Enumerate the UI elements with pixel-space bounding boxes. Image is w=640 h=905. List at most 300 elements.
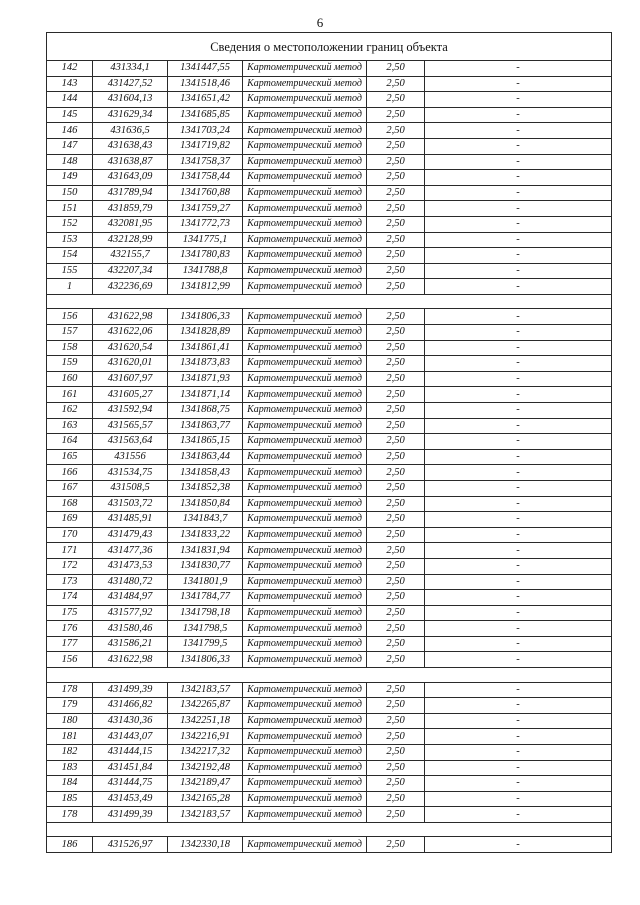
x-coordinate-cell: 431444,15 xyxy=(93,744,168,760)
y-coordinate-cell: 1341703,24 xyxy=(168,123,243,139)
accuracy-cell: 2,50 xyxy=(367,92,425,108)
method-cell: Картометрический метод xyxy=(243,682,367,698)
method-cell: Картометрический метод xyxy=(243,574,367,590)
group-separator-row xyxy=(47,822,612,837)
method-cell: Картометрический метод xyxy=(243,807,367,823)
accuracy-cell: 2,50 xyxy=(367,837,425,853)
method-cell: Картометрический метод xyxy=(243,154,367,170)
method-cell: Картометрический метод xyxy=(243,744,367,760)
point-number-cell: 153 xyxy=(47,232,93,248)
method-cell: Картометрический метод xyxy=(243,837,367,853)
table-row xyxy=(47,92,612,108)
method-cell: Картометрический метод xyxy=(243,371,367,387)
point-number-cell: 148 xyxy=(47,154,93,170)
x-coordinate-cell: 431499,39 xyxy=(93,682,168,698)
description-cell: - xyxy=(425,512,612,528)
y-coordinate-cell: 1342217,32 xyxy=(168,744,243,760)
y-coordinate-cell: 1341833,22 xyxy=(168,527,243,543)
y-coordinate-cell: 1341651,42 xyxy=(168,92,243,108)
y-coordinate-cell: 1341871,14 xyxy=(168,387,243,403)
accuracy-cell: 2,50 xyxy=(367,201,425,217)
x-coordinate-cell: 431477,36 xyxy=(93,543,168,559)
method-cell: Картометрический метод xyxy=(243,449,367,465)
description-cell: - xyxy=(425,744,612,760)
table-row xyxy=(47,279,612,295)
accuracy-cell: 2,50 xyxy=(367,713,425,729)
table-row xyxy=(47,480,612,496)
x-coordinate-cell: 431453,49 xyxy=(93,791,168,807)
point-number-cell: 170 xyxy=(47,527,93,543)
x-coordinate-cell: 431622,98 xyxy=(93,309,168,325)
method-cell: Картометрический метод xyxy=(243,76,367,92)
method-cell: Картометрический метод xyxy=(243,325,367,341)
point-number-cell: 168 xyxy=(47,496,93,512)
y-coordinate-cell: 1341843,7 xyxy=(168,512,243,528)
description-cell: - xyxy=(425,791,612,807)
accuracy-cell: 2,50 xyxy=(367,465,425,481)
y-coordinate-cell: 1342330,18 xyxy=(168,837,243,853)
table-row xyxy=(47,123,612,139)
method-cell: Картометрический метод xyxy=(243,138,367,154)
description-cell: - xyxy=(425,170,612,186)
accuracy-cell: 2,50 xyxy=(367,621,425,637)
accuracy-cell: 2,50 xyxy=(367,107,425,123)
x-coordinate-cell: 431629,34 xyxy=(93,107,168,123)
accuracy-cell: 2,50 xyxy=(367,76,425,92)
accuracy-cell: 2,50 xyxy=(367,760,425,776)
y-coordinate-cell: 1341518,46 xyxy=(168,76,243,92)
x-coordinate-cell: 431563,64 xyxy=(93,434,168,450)
point-number-cell: 154 xyxy=(47,248,93,264)
description-cell: - xyxy=(425,216,612,232)
method-cell: Картометрический метод xyxy=(243,356,367,372)
table-row xyxy=(47,76,612,92)
method-cell: Картометрический метод xyxy=(243,402,367,418)
description-cell: - xyxy=(425,325,612,341)
point-number-cell: 156 xyxy=(47,652,93,668)
y-coordinate-cell: 1341863,44 xyxy=(168,449,243,465)
y-coordinate-cell: 1341719,82 xyxy=(168,138,243,154)
method-cell: Картометрический метод xyxy=(243,512,367,528)
accuracy-cell: 2,50 xyxy=(367,138,425,154)
method-cell: Картометрический метод xyxy=(243,61,367,77)
point-number-cell: 159 xyxy=(47,356,93,372)
y-coordinate-cell: 1341852,38 xyxy=(168,480,243,496)
accuracy-cell: 2,50 xyxy=(367,61,425,77)
x-coordinate-cell: 431622,98 xyxy=(93,652,168,668)
y-coordinate-cell: 1341806,33 xyxy=(168,652,243,668)
accuracy-cell: 2,50 xyxy=(367,776,425,792)
accuracy-cell: 2,50 xyxy=(367,309,425,325)
table-row xyxy=(47,232,612,248)
accuracy-cell: 2,50 xyxy=(367,512,425,528)
x-coordinate-cell: 431638,87 xyxy=(93,154,168,170)
y-coordinate-cell: 1342189,47 xyxy=(168,776,243,792)
method-cell: Картометрический метод xyxy=(243,543,367,559)
method-cell: Картометрический метод xyxy=(243,309,367,325)
description-cell: - xyxy=(425,527,612,543)
y-coordinate-cell: 1341447,55 xyxy=(168,61,243,77)
x-coordinate-cell: 431503,72 xyxy=(93,496,168,512)
y-coordinate-cell: 1341788,8 xyxy=(168,263,243,279)
table-row xyxy=(47,248,612,264)
x-coordinate-cell: 431526,97 xyxy=(93,837,168,853)
description-cell: - xyxy=(425,465,612,481)
table-row xyxy=(47,729,612,745)
y-coordinate-cell: 1341784,77 xyxy=(168,590,243,606)
point-number-cell: 166 xyxy=(47,465,93,481)
description-cell: - xyxy=(425,418,612,434)
point-number-cell: 182 xyxy=(47,744,93,760)
description-cell: - xyxy=(425,543,612,559)
method-cell: Картометрический метод xyxy=(243,605,367,621)
method-cell: Картометрический метод xyxy=(243,465,367,481)
method-cell: Картометрический метод xyxy=(243,170,367,186)
x-coordinate-cell: 431485,91 xyxy=(93,512,168,528)
method-cell: Картометрический метод xyxy=(243,340,367,356)
point-number-cell: 180 xyxy=(47,713,93,729)
accuracy-cell: 2,50 xyxy=(367,574,425,590)
method-cell: Картометрический метод xyxy=(243,760,367,776)
x-coordinate-cell: 431451,84 xyxy=(93,760,168,776)
group-separator-cell xyxy=(47,294,612,309)
x-coordinate-cell: 431859,79 xyxy=(93,201,168,217)
point-number-cell: 142 xyxy=(47,61,93,77)
y-coordinate-cell: 1341772,73 xyxy=(168,216,243,232)
accuracy-cell: 2,50 xyxy=(367,279,425,295)
y-coordinate-cell: 1342251,18 xyxy=(168,713,243,729)
description-cell: - xyxy=(425,682,612,698)
accuracy-cell: 2,50 xyxy=(367,216,425,232)
accuracy-cell: 2,50 xyxy=(367,744,425,760)
x-coordinate-cell: 431577,92 xyxy=(93,605,168,621)
table-row xyxy=(47,527,612,543)
description-cell: - xyxy=(425,698,612,714)
accuracy-cell: 2,50 xyxy=(367,232,425,248)
table-row xyxy=(47,138,612,154)
description-cell: - xyxy=(425,636,612,652)
y-coordinate-cell: 1342183,57 xyxy=(168,682,243,698)
accuracy-cell: 2,50 xyxy=(367,371,425,387)
description-cell: - xyxy=(425,263,612,279)
table-row xyxy=(47,371,612,387)
y-coordinate-cell: 1341759,27 xyxy=(168,201,243,217)
x-coordinate-cell: 431473,53 xyxy=(93,558,168,574)
point-number-cell: 158 xyxy=(47,340,93,356)
accuracy-cell: 2,50 xyxy=(367,340,425,356)
description-cell: - xyxy=(425,729,612,745)
point-number-cell: 186 xyxy=(47,837,93,853)
point-number-cell: 175 xyxy=(47,605,93,621)
table-row xyxy=(47,791,612,807)
table-row xyxy=(47,263,612,279)
description-cell: - xyxy=(425,309,612,325)
method-cell: Картометрический метод xyxy=(243,713,367,729)
group-separator-row xyxy=(47,294,612,309)
table-row xyxy=(47,636,612,652)
x-coordinate-cell: 432236,69 xyxy=(93,279,168,295)
point-number-cell: 151 xyxy=(47,201,93,217)
table-row xyxy=(47,682,612,698)
y-coordinate-cell: 1341806,33 xyxy=(168,309,243,325)
y-coordinate-cell: 1341798,18 xyxy=(168,605,243,621)
table-row xyxy=(47,309,612,325)
table-row xyxy=(47,807,612,823)
x-coordinate-cell: 431430,36 xyxy=(93,713,168,729)
y-coordinate-cell: 1341812,99 xyxy=(168,279,243,295)
table-row xyxy=(47,465,612,481)
point-number-cell: 160 xyxy=(47,371,93,387)
point-number-cell: 152 xyxy=(47,216,93,232)
description-cell: - xyxy=(425,776,612,792)
method-cell: Картометрический метод xyxy=(243,216,367,232)
y-coordinate-cell: 1341780,83 xyxy=(168,248,243,264)
description-cell: - xyxy=(425,356,612,372)
description-cell: - xyxy=(425,590,612,606)
point-number-cell: 162 xyxy=(47,402,93,418)
table-row xyxy=(47,61,612,77)
method-cell: Картометрический метод xyxy=(243,279,367,295)
y-coordinate-cell: 1341858,43 xyxy=(168,465,243,481)
description-cell: - xyxy=(425,201,612,217)
x-coordinate-cell: 432155,7 xyxy=(93,248,168,264)
point-number-cell: 156 xyxy=(47,309,93,325)
description-cell: - xyxy=(425,92,612,108)
method-cell: Картометрический метод xyxy=(243,248,367,264)
description-cell: - xyxy=(425,76,612,92)
point-number-cell: 184 xyxy=(47,776,93,792)
accuracy-cell: 2,50 xyxy=(367,185,425,201)
description-cell: - xyxy=(425,713,612,729)
method-cell: Картометрический метод xyxy=(243,418,367,434)
group-separator-row xyxy=(47,668,612,683)
accuracy-cell: 2,50 xyxy=(367,263,425,279)
point-number-cell: 163 xyxy=(47,418,93,434)
y-coordinate-cell: 1341685,85 xyxy=(168,107,243,123)
accuracy-cell: 2,50 xyxy=(367,154,425,170)
description-cell: - xyxy=(425,574,612,590)
method-cell: Картометрический метод xyxy=(243,729,367,745)
y-coordinate-cell: 1341861,41 xyxy=(168,340,243,356)
table-row xyxy=(47,543,612,559)
table-row xyxy=(47,418,612,434)
x-coordinate-cell: 431638,43 xyxy=(93,138,168,154)
x-coordinate-cell: 431499,39 xyxy=(93,807,168,823)
method-cell: Картометрический метод xyxy=(243,185,367,201)
point-number-cell: 149 xyxy=(47,170,93,186)
description-cell: - xyxy=(425,185,612,201)
table-row xyxy=(47,216,612,232)
method-cell: Картометрический метод xyxy=(243,652,367,668)
x-coordinate-cell: 431605,27 xyxy=(93,387,168,403)
table-row xyxy=(47,776,612,792)
point-number-cell: 143 xyxy=(47,76,93,92)
y-coordinate-cell: 1341758,37 xyxy=(168,154,243,170)
method-cell: Картометрический метод xyxy=(243,621,367,637)
x-coordinate-cell: 431643,09 xyxy=(93,170,168,186)
x-coordinate-cell: 432128,99 xyxy=(93,232,168,248)
x-coordinate-cell: 431622,06 xyxy=(93,325,168,341)
method-cell: Картометрический метод xyxy=(243,434,367,450)
y-coordinate-cell: 1342165,28 xyxy=(168,791,243,807)
x-coordinate-cell: 431484,97 xyxy=(93,590,168,606)
table-row xyxy=(47,558,612,574)
y-coordinate-cell: 1341828,89 xyxy=(168,325,243,341)
table-row xyxy=(47,434,612,450)
accuracy-cell: 2,50 xyxy=(367,729,425,745)
accuracy-cell: 2,50 xyxy=(367,123,425,139)
description-cell: - xyxy=(425,138,612,154)
table-row xyxy=(47,201,612,217)
point-number-cell: 181 xyxy=(47,729,93,745)
method-cell: Картометрический метод xyxy=(243,232,367,248)
method-cell: Картометрический метод xyxy=(243,387,367,403)
x-coordinate-cell: 431480,72 xyxy=(93,574,168,590)
table-row xyxy=(47,185,612,201)
method-cell: Картометрический метод xyxy=(243,590,367,606)
x-coordinate-cell: 431604,13 xyxy=(93,92,168,108)
x-coordinate-cell: 431586,21 xyxy=(93,636,168,652)
y-coordinate-cell: 1341850,84 xyxy=(168,496,243,512)
y-coordinate-cell: 1341873,83 xyxy=(168,356,243,372)
x-coordinate-cell: 431556 xyxy=(93,449,168,465)
method-cell: Картометрический метод xyxy=(243,791,367,807)
y-coordinate-cell: 1341868,75 xyxy=(168,402,243,418)
y-coordinate-cell: 1341799,5 xyxy=(168,636,243,652)
accuracy-cell: 2,50 xyxy=(367,636,425,652)
x-coordinate-cell: 431620,54 xyxy=(93,340,168,356)
description-cell: - xyxy=(425,605,612,621)
point-number-cell: 144 xyxy=(47,92,93,108)
y-coordinate-cell: 1341801,9 xyxy=(168,574,243,590)
accuracy-cell: 2,50 xyxy=(367,449,425,465)
table-title-row xyxy=(47,33,612,61)
x-coordinate-cell: 431620,01 xyxy=(93,356,168,372)
table-row xyxy=(47,449,612,465)
description-cell: - xyxy=(425,61,612,77)
x-coordinate-cell: 431565,57 xyxy=(93,418,168,434)
y-coordinate-cell: 1342192,48 xyxy=(168,760,243,776)
method-cell: Картометрический метод xyxy=(243,558,367,574)
y-coordinate-cell: 1341798,5 xyxy=(168,621,243,637)
method-cell: Картометрический метод xyxy=(243,636,367,652)
description-cell: - xyxy=(425,480,612,496)
description-cell: - xyxy=(425,621,612,637)
description-cell: - xyxy=(425,837,612,853)
boundary-coordinates-table xyxy=(46,32,612,853)
point-number-cell: 179 xyxy=(47,698,93,714)
table-row xyxy=(47,402,612,418)
x-coordinate-cell: 431427,52 xyxy=(93,76,168,92)
x-coordinate-cell: 431534,75 xyxy=(93,465,168,481)
group-separator-cell xyxy=(47,822,612,837)
point-number-cell: 173 xyxy=(47,574,93,590)
accuracy-cell: 2,50 xyxy=(367,434,425,450)
y-coordinate-cell: 1341871,93 xyxy=(168,371,243,387)
point-number-cell: 155 xyxy=(47,263,93,279)
table-row xyxy=(47,512,612,528)
method-cell: Картометрический метод xyxy=(243,201,367,217)
method-cell: Картометрический метод xyxy=(243,92,367,108)
accuracy-cell: 2,50 xyxy=(367,605,425,621)
accuracy-cell: 2,50 xyxy=(367,356,425,372)
description-cell: - xyxy=(425,496,612,512)
table-row xyxy=(47,340,612,356)
y-coordinate-cell: 1342265,87 xyxy=(168,698,243,714)
method-cell: Картометрический метод xyxy=(243,496,367,512)
table-title: Сведения о местоположении границ объекта xyxy=(47,33,612,61)
accuracy-cell: 2,50 xyxy=(367,682,425,698)
y-coordinate-cell: 1341865,15 xyxy=(168,434,243,450)
accuracy-cell: 2,50 xyxy=(367,527,425,543)
description-cell: - xyxy=(425,154,612,170)
y-coordinate-cell: 1341758,44 xyxy=(168,170,243,186)
point-number-cell: 183 xyxy=(47,760,93,776)
table-row xyxy=(47,170,612,186)
x-coordinate-cell: 431592,94 xyxy=(93,402,168,418)
description-cell: - xyxy=(425,807,612,823)
point-number-cell: 185 xyxy=(47,791,93,807)
y-coordinate-cell: 1341760,88 xyxy=(168,185,243,201)
accuracy-cell: 2,50 xyxy=(367,496,425,512)
method-cell: Картометрический метод xyxy=(243,527,367,543)
x-coordinate-cell: 432207,34 xyxy=(93,263,168,279)
y-coordinate-cell: 1342183,57 xyxy=(168,807,243,823)
table-row xyxy=(47,698,612,714)
description-cell: - xyxy=(425,232,612,248)
table-row xyxy=(47,621,612,637)
accuracy-cell: 2,50 xyxy=(367,170,425,186)
x-coordinate-cell: 431466,82 xyxy=(93,698,168,714)
table-row xyxy=(47,713,612,729)
point-number-cell: 177 xyxy=(47,636,93,652)
description-cell: - xyxy=(425,387,612,403)
x-coordinate-cell: 431443,07 xyxy=(93,729,168,745)
description-cell: - xyxy=(425,107,612,123)
description-cell: - xyxy=(425,434,612,450)
x-coordinate-cell: 431444,75 xyxy=(93,776,168,792)
x-coordinate-cell: 431479,43 xyxy=(93,527,168,543)
description-cell: - xyxy=(425,279,612,295)
point-number-cell: 174 xyxy=(47,590,93,606)
point-number-cell: 150 xyxy=(47,185,93,201)
table-row xyxy=(47,605,612,621)
method-cell: Картометрический метод xyxy=(243,123,367,139)
description-cell: - xyxy=(425,449,612,465)
point-number-cell: 171 xyxy=(47,543,93,559)
description-cell: - xyxy=(425,402,612,418)
table-row xyxy=(47,590,612,606)
description-cell: - xyxy=(425,760,612,776)
y-coordinate-cell: 1341831,94 xyxy=(168,543,243,559)
x-coordinate-cell: 431580,46 xyxy=(93,621,168,637)
accuracy-cell: 2,50 xyxy=(367,807,425,823)
table-row xyxy=(47,574,612,590)
table-row xyxy=(47,496,612,512)
point-number-cell: 176 xyxy=(47,621,93,637)
method-cell: Картометрический метод xyxy=(243,263,367,279)
y-coordinate-cell: 1341830,77 xyxy=(168,558,243,574)
point-number-cell: 169 xyxy=(47,512,93,528)
description-cell: - xyxy=(425,340,612,356)
y-coordinate-cell: 1342216,91 xyxy=(168,729,243,745)
point-number-cell: 178 xyxy=(47,807,93,823)
table-row xyxy=(47,107,612,123)
point-number-cell: 145 xyxy=(47,107,93,123)
point-number-cell: 146 xyxy=(47,123,93,139)
method-cell: Картометрический метод xyxy=(243,480,367,496)
point-number-cell: 178 xyxy=(47,682,93,698)
